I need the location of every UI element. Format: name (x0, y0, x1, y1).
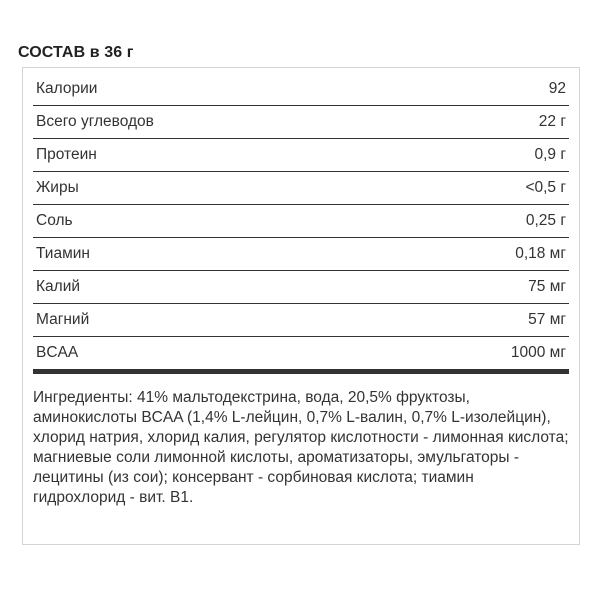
nutrient-value: 0,25 г (525, 212, 566, 229)
nutrition-row-calories (33, 73, 569, 106)
nutrient-label: BCAA (36, 344, 79, 361)
nutrition-row-salt (33, 205, 569, 238)
nutrient-label: Соль (36, 212, 73, 229)
ingredients-text: Ингредиенты: 41% мальтодекстрина, вода, 20,5% фруктозы, аминокислоты BCAA (1,4% L-лейцин, 0,7% L-валин, 0,7% L-изолейцин), хлорид натрия, хлорид калия, регулятор кислотности - лимонная кислота; магниевые соли лимонной кислоты, ароматизаторы, эмульгаторы - лецитины (из сои); консервант - сорбиновая кислота; тиамин гидрохлорид - вит. B1. (33, 389, 569, 506)
nutrient-label: Калий (36, 278, 81, 295)
nutrition-row-fat (33, 172, 569, 205)
nutrition-row-bcaa (33, 337, 569, 374)
nutrition-row-protein (33, 139, 569, 172)
nutrient-label: Калории (36, 80, 98, 97)
nutrient-label: Всего углеводов (36, 113, 154, 130)
section-title: СОСТАВ в 36 г (18, 44, 134, 61)
nutrition-row-magnesium (33, 304, 569, 337)
nutrient-value: <0,5 г (525, 179, 566, 196)
nutrition-table (33, 73, 569, 374)
nutrition-row-thiamine (33, 238, 569, 271)
nutrient-value: 1000 мг (510, 344, 566, 361)
nutrition-panel (22, 67, 580, 545)
nutrient-value: 92 (548, 80, 566, 97)
nutrient-label: Протеин (36, 146, 97, 163)
nutrient-value: 57 мг (528, 311, 566, 328)
nutrient-value: 22 г (538, 113, 566, 130)
nutrient-value: 75 мг (528, 278, 566, 295)
nutrition-row-carbohydrates (33, 106, 569, 139)
nutrient-label: Магний (36, 311, 90, 328)
nutrient-label: Жиры (36, 179, 79, 196)
nutrient-value: 0,18 мг (515, 245, 566, 262)
nutrient-label: Тиамин (36, 245, 90, 262)
nutrition-row-potassium (33, 271, 569, 304)
nutrient-value: 0,9 г (534, 146, 566, 163)
